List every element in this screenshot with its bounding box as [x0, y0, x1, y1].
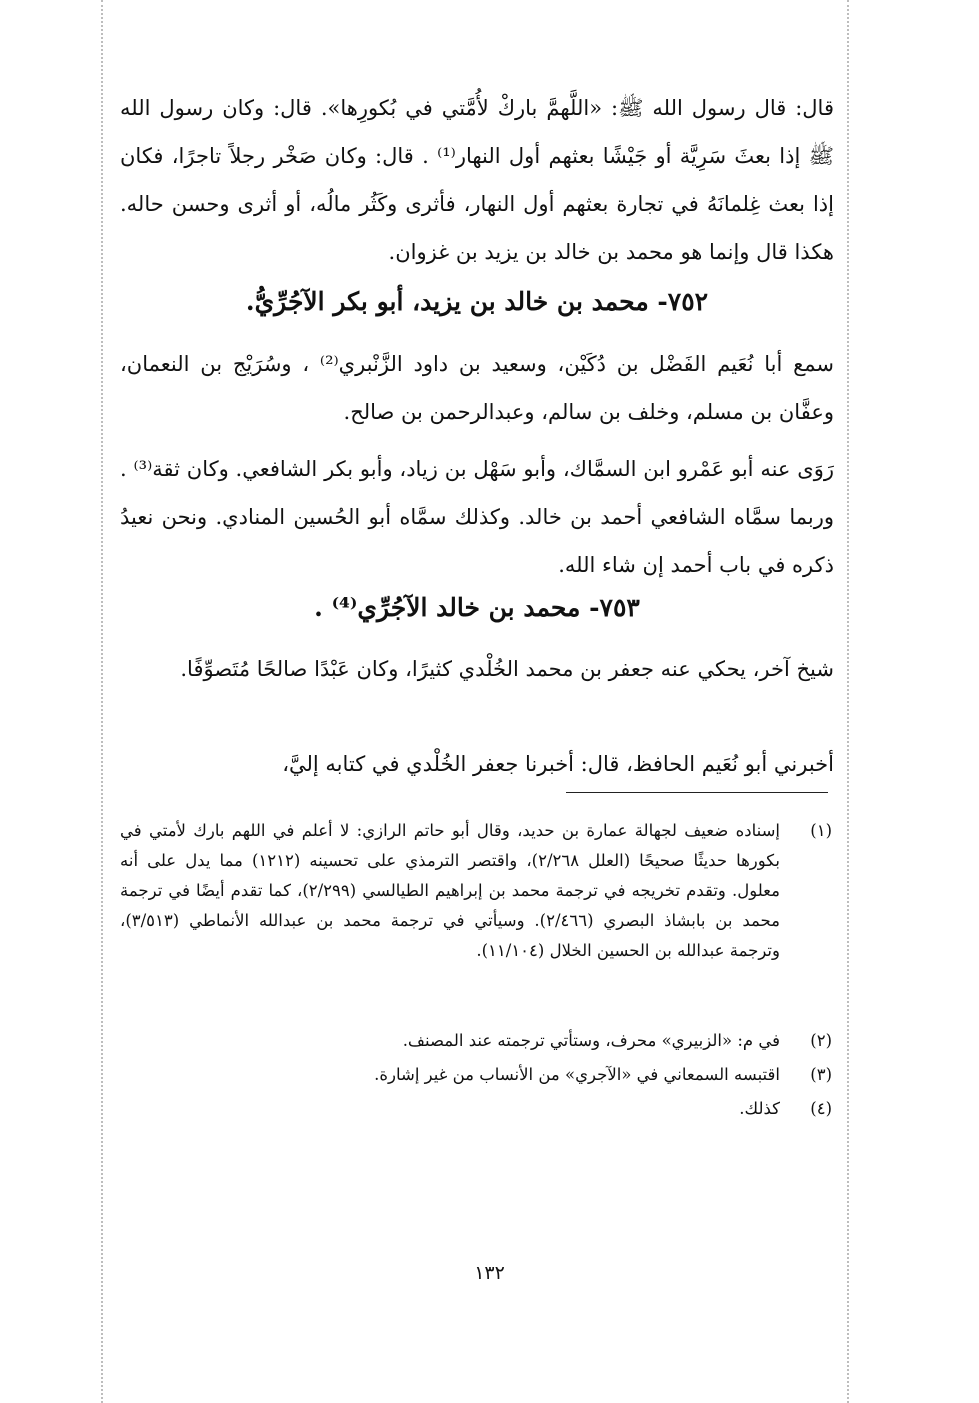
footnote-4: [120, 1094, 832, 1124]
footnote-separator: [566, 792, 828, 793]
scan-margin-dots-right: [847, 0, 849, 1403]
footnote-text: اقتبسه السمعاني في «الآجري» من الأنساب من غير إشارة.: [374, 1065, 780, 1084]
footnote-3: [120, 1060, 832, 1090]
footnote-number: (١): [810, 821, 832, 840]
footnote-text: كذلك.: [739, 1099, 780, 1118]
paragraph-5: أخبرني أبو نُعَيم الحافظ، قال: أخبرنا جعفر الخُلْدي في كتابه إليَّ،: [282, 752, 834, 776]
page-number: ١٣٢: [474, 1262, 505, 1284]
footnote-number: (٤): [810, 1099, 832, 1118]
entry-heading-753: ٧٥٣- محمد بن خالد الآجُرِّي⁽⁴⁾ .: [314, 593, 640, 622]
paragraph-4: شيخ آخر، يحكي عنه جعفر بن محمد الخُلْدي كثيرًا، وكان عَبْدًا صالحًا مُتَصوِّفًا.: [180, 657, 834, 681]
footnote-1: [120, 816, 832, 966]
paragraph-2: سمع أبا نُعَيم الفَضْل بن دُكَيْن، وسعيد بن داود الزَّنْبري⁽²⁾ ، وسُرَيْج بن النعمان، وعفَّان بن مسلم، وخلف بن سالم، وعبدالرحمن بن صالح.: [120, 352, 835, 424]
footnote-number: (٣): [810, 1065, 832, 1084]
entry-heading-752: ٧٥٢- محمد بن خالد بن يزيد، أبو بكر الآجُرِّيُّ.: [245, 287, 709, 316]
footnote-text: إسناده ضعيف لجهالة عمارة بن حديد، وقال أبو حاتم الرازي: لا أعلم في اللهم بارك لأمتي في بكورها حديثًا صحيحًا (العلل ٢/٢٦٨)، واقتصر الترمذي على تحسينه (١٢١٢) مما يدل على أنه معلول. وتقدم تخريجه في ترجمة محمد بن إبراهيم الطيالسي (٢/٢٩٩)، كما تقدم أيضًا في ترجمة محمد بن بابشاذ البصري (٢/٤٦٦). وسيأتي في ترجمة محمد بن عبدالله الأنماطي (٣/٥١٣)، وترجمة عبدالله بن الحسين الخلال (١١/١٠٤).: [120, 821, 781, 960]
footnote-number: (٢): [810, 1031, 832, 1050]
scan-margin-dots-left: [101, 0, 103, 1403]
paragraph-3: رَوَى عنه أبو عَمْرو ابن السمَّاك، وأبو سَهْل بن زياد، وأبو بكر الشافعي. وكان ثقة⁽³⁾ . وربما سمَّاه الشافعي أحمد بن خالد. وكذلك سمَّاه أبو الحُسين المنادي. ونحن نعيدُ ذكره في باب أحمد إن شاء الله.: [120, 457, 834, 577]
footnote-text: في م: «الزبيري» محرف، وستأتي ترجمته عند المصنف.: [402, 1031, 780, 1050]
footnote-2: [120, 1026, 832, 1056]
paragraph-1: قال: قال رسول الله ﷺ: «اللَّهمَّ باركْ لأُمَّتي في بُكورِها». قال: وكان رسول الله ﷺ إذا بعثَ سَرِيَّة أو جَيْشًا بعثهم أول النهار⁽¹⁾ . قال: وكان صَخْر رجلاً تاجرًا، فكان إذا بعث غِلمانَهُ في تجارة بعثهم أول النهار، فأثرى وكَثُر مالُه، أو أثرى وحسن حاله. هكذا قال وإنما هو محمد بن خالد بن يزيد بن غزوان.: [120, 96, 835, 264]
